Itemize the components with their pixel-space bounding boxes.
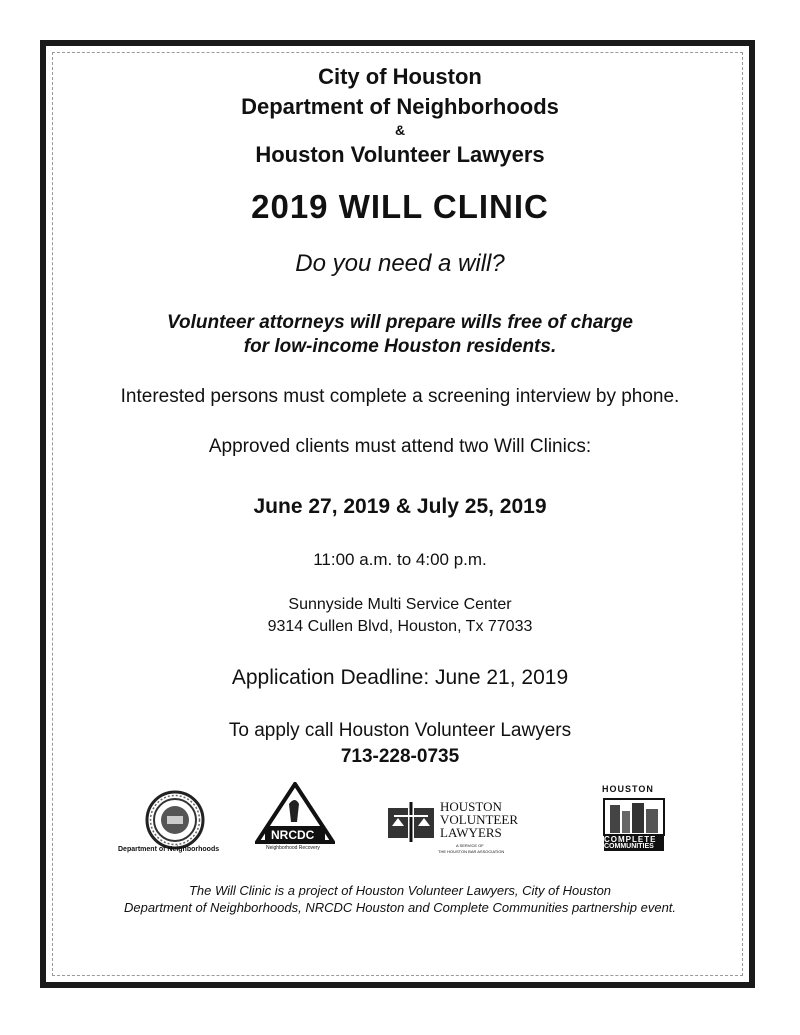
hvl-sub-1: A SERVICE OF [456, 843, 484, 848]
department-seal-logo [145, 790, 205, 850]
footer-line-1: The Will Clinic is a project of Houston Volunteer Lawyers, City of Houston [188, 883, 612, 898]
hvl-line-2: VOLUNTEER [440, 812, 518, 827]
hvl-line-1: HOUSTON [440, 799, 502, 814]
ampersand: & [394, 122, 406, 138]
nrcdc-logo-text: NRCDC [271, 828, 315, 842]
clinic-dates: June 27, 2019 & July 25, 2019 [253, 495, 547, 518]
location-name: Sunnyside Multi Service Center [288, 596, 512, 613]
offer-line-2: for low-income Houston residents. [243, 336, 557, 357]
org-city: City of Houston [318, 64, 482, 89]
hvl-sub-2: THE HOUSTON BAR ASSOCIATION [438, 849, 505, 854]
nrcdc-logo-sub: Neighborhood Recovery [266, 845, 320, 851]
hvl-scales-icon [388, 802, 436, 846]
department-logo-label: Department of Neighborhoods [118, 846, 220, 853]
location-address: 9314 Cullen Blvd, Houston, Tx 77033 [267, 618, 533, 635]
phone-number: 713-228-0735 [340, 746, 460, 767]
offer-line-1: Volunteer attorneys will prepare wills free of charge [167, 312, 633, 333]
footer-line-2: Department of Neighborhoods, NRCDC Houston and Complete Communities partnership event. [123, 900, 677, 915]
apply-text: To apply call Houston Volunteer Lawyers [228, 720, 572, 741]
page-title: 2019 WILL CLINIC [251, 188, 549, 225]
cc-logo-top: HOUSTON [602, 784, 654, 794]
org-department: Department of Neighborhoods [241, 94, 559, 119]
clinic-time: 11:00 a.m. to 4:00 p.m. [313, 550, 487, 569]
question-heading: Do you need a will? [295, 250, 505, 277]
application-deadline: Application Deadline: June 21, 2019 [231, 666, 569, 689]
attendance-text: Approved clients must attend two Will Clinics: [208, 436, 592, 457]
screening-text: Interested persons must complete a screening interview by phone. [120, 386, 680, 407]
org-hvl: Houston Volunteer Lawyers [255, 142, 545, 167]
cc-logo-line-2: COMMUNITIES [604, 843, 654, 850]
cc-logo-line-1: COMPLETE [604, 835, 657, 844]
hvl-line-3: LAWYERS [440, 825, 502, 840]
